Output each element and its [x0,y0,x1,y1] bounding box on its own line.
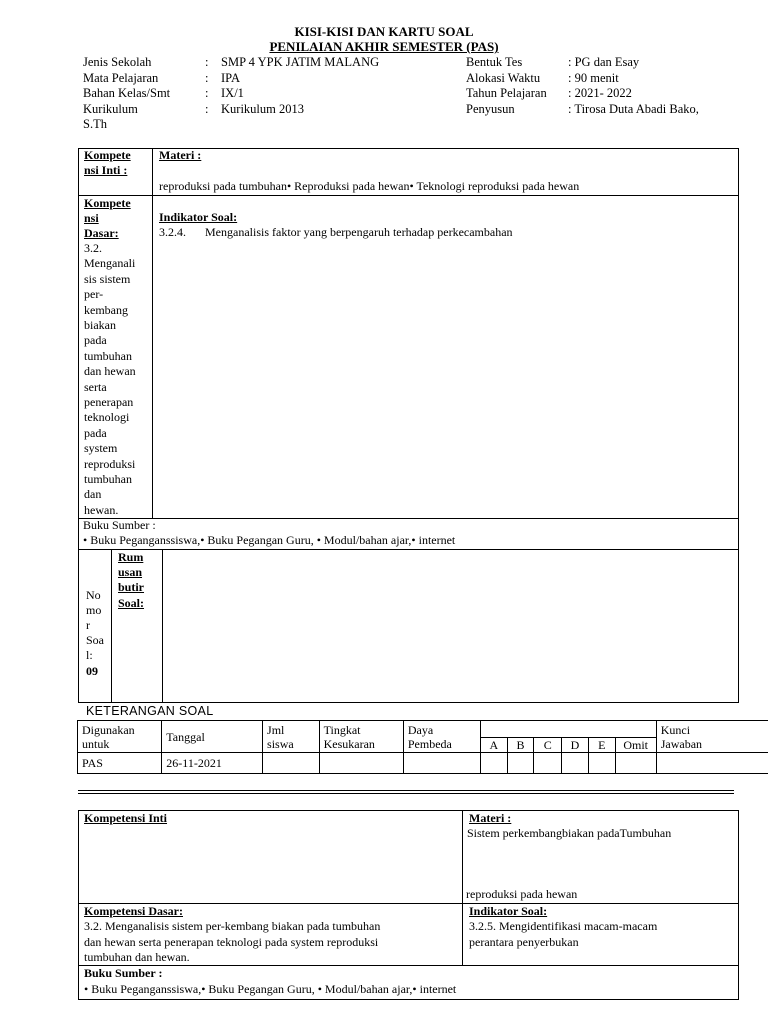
divider [111,549,112,703]
kd-line: serta [84,379,107,394]
kd-line: tumbuhan [84,472,132,486]
kd-label-3: Dasar: [84,226,119,240]
cell-empty [263,753,320,774]
ki-label-1: Kompete [84,148,131,162]
divider [78,518,739,519]
colon: : [205,102,209,116]
th-opt-omit: Omit [615,738,656,753]
keterangan-title: KETERANGAN SOAL [86,704,214,718]
materi-text: reproduksi pada tumbuhan• Reproduksi pada hewan• Teknologi reproduksi pada hewan [159,179,580,193]
kd-label: Kompetensi Dasar: [84,904,183,918]
th-opt-c: C [534,738,562,753]
th-options-group [480,721,656,738]
th-tingkat: Tingkat Kesukaran [319,721,403,753]
th-opt-e: E [588,738,615,753]
doc-subtitle: PENILAIAN AKHIR SEMESTER (PAS) [269,39,499,54]
cell-empty [562,753,589,774]
th-opt-b: B [507,738,534,753]
kd-line: kembang [84,302,128,317]
cell-empty [588,753,615,774]
th-digunakan: Digunakan untuk [78,721,162,753]
ki-label-2: nsi Inti : [84,163,128,177]
cell-digunakan: PAS [78,753,162,774]
kd-line: biakan [84,318,116,332]
value-alokasi-waktu: : 90 menit [568,71,619,85]
label-bentuk-tes: Bentuk Tes [466,55,523,69]
indikator-number: 3.2.4. [159,225,186,239]
value-jenis-sekolah: SMP 4 YPK JATIM MALANG [221,55,380,69]
buku-sumber-label: Buku Sumber : [83,518,156,532]
kd-line: reproduksi [84,456,136,471]
kd-label-2: nsi [84,211,99,225]
divider [152,148,153,518]
value-bahan-kelas: IX/1 [221,86,244,100]
cell-empty [534,753,562,774]
separator-line [78,793,734,794]
kd-line: Menganali [84,256,136,271]
th-opt-d: D [562,738,589,753]
label-tahun-pelajaran: Tahun Pelajaran [466,86,547,100]
materi-label: Materi : [469,811,512,825]
cell-empty [403,753,480,774]
colon: : [205,71,209,85]
nomor-line: mo [86,603,102,617]
label-jenis-sekolah: Jenis Sekolah [83,55,152,69]
rumusan-line: usan [118,565,143,579]
buku-sumber-text: • Buku Peganganssiswa,• Buku Pegangan Guru, • Modul/bahan ajar,• internet [84,982,457,996]
cell-empty [480,753,507,774]
value-bentuk-tes: : PG dan Esay [568,55,640,69]
th-kunci: Kunci Jawaban [656,721,768,753]
nomor-soal-value: 09 [86,664,98,678]
kd-line: sis sistem [84,271,131,286]
indikator-text: Menganalisis faktor yang berpengaruh terhadap perkecambahan [205,225,513,239]
kd-line: hewan. [84,502,119,517]
divider [78,549,739,550]
cell-tanggal: 26-11-2021 [162,753,263,774]
nomor-line: No [86,588,101,602]
value-tahun-pelajaran: : 2021- 2022 [568,86,632,100]
cell-empty [319,753,403,774]
value-kurikulum: Kurikulum 2013 [221,102,304,116]
kd-text: dan hewan serta penerapan teknologi pada system reproduksi [84,935,379,949]
colon: : [205,55,209,69]
rumusan-line: butir [118,580,145,594]
materi-text: Sistem perkembangbiakan padaTumbuhan [467,826,672,840]
materi-label: Materi : [159,148,202,162]
kd-line: teknologi [84,410,130,425]
th-daya: Daya Pembeda [403,721,480,753]
kd-text: tumbuhan dan hewan. [84,950,190,964]
kd-line: dan hewan [84,364,136,379]
divider [462,810,463,965]
rumusan-line: Rum [118,550,144,564]
buku-sumber-label: Buku Sumber : [84,966,163,980]
colon: : [205,86,209,100]
kd-text: 3.2. Menganalisis sistem per-kembang biakan pada tumbuhan [84,919,381,933]
separator-line [78,790,734,791]
th-tanggal: Tanggal [162,721,263,753]
value-penyusun-cont: S.Th [83,117,107,131]
kd-line: dan [84,487,102,502]
indikator-text: 3.2.5. Mengidentifikasi macam-macam [469,919,658,933]
th-opt-a: A [480,738,507,753]
cell-empty [507,753,534,774]
cell-empty [615,753,656,774]
nomor-line: l: [86,648,93,662]
rumusan-line: Soal: [118,596,145,610]
kd-line: tumbuhan [84,348,132,363]
kd-line: pada [84,425,107,440]
divider [78,195,739,196]
kd-line: 3.2. [84,241,102,255]
th-jml-siswa: Jml siswa [263,721,320,753]
materi-text: reproduksi pada hewan [466,887,578,901]
kd-label-1: Kompete [84,196,131,210]
indikator-label: Indikator Soal: [159,210,238,224]
label-penyusun: Penyusun [466,102,515,116]
label-kurikulum: Kurikulum [83,102,138,116]
divider [162,549,163,703]
value-mata-pelajaran: IPA [221,71,240,85]
indikator-label: Indikator Soal: [469,904,548,918]
label-bahan-kelas: Bahan Kelas/Smt [83,86,171,100]
label-mata-pelajaran: Mata Pelajaran [83,71,159,85]
kd-line: system [84,441,118,456]
cell-empty [656,753,768,774]
nomor-line: Soa [86,633,104,647]
keterangan-table [77,720,768,774]
kd-line: pada [84,333,107,348]
buku-sumber-text: • Buku Peganganssiswa,• Buku Pegangan Guru, • Modul/bahan ajar,• internet [83,533,456,547]
value-penyusun: : Tirosa Duta Abadi Bako, [568,102,699,116]
kd-line: penerapan [84,395,134,409]
nomor-line: r [86,618,90,632]
kd-line: per- [84,287,104,302]
doc-title: KISI-KISI DAN KARTU SOAL [294,24,474,39]
indikator-text: perantara penyerbukan [469,935,579,949]
label-alokasi-waktu: Alokasi Waktu [466,71,541,85]
ki-label: Kompetensi Inti [84,811,168,825]
